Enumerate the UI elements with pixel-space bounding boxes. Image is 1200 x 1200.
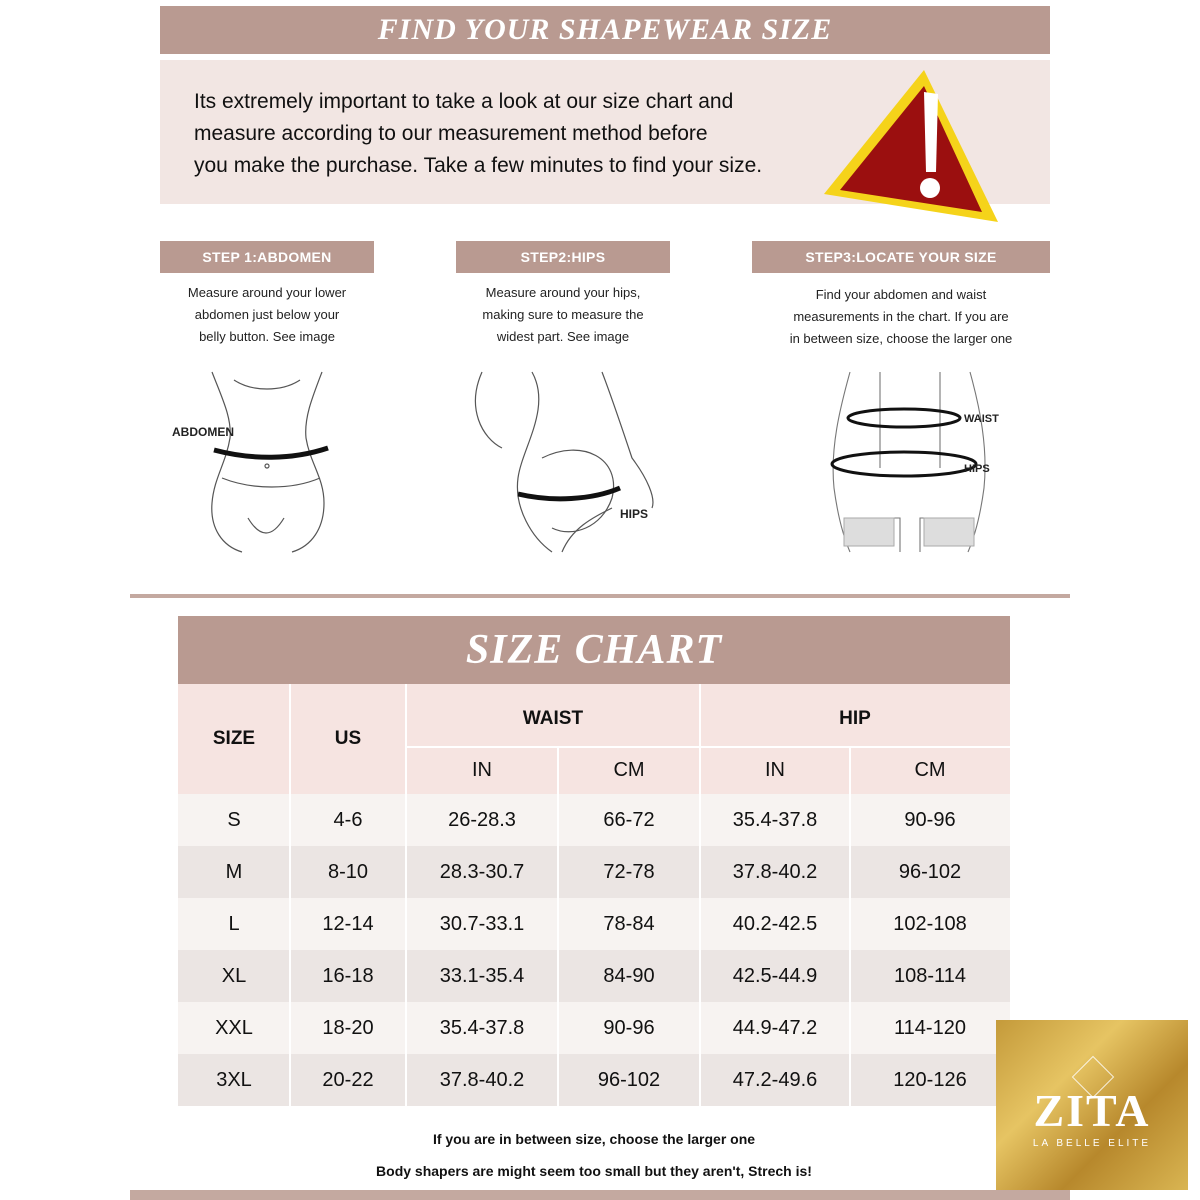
- section-divider: [130, 594, 1070, 598]
- cell-us: 8-10: [327, 860, 369, 883]
- table-row: [178, 898, 1010, 950]
- logo-tagline: LA BELLE ELITE: [1032, 1138, 1152, 1149]
- step-3-header: STEP3:LOCATE YOUR SIZE: [752, 241, 1050, 273]
- cell-waist-in: 28.3-30.7: [439, 860, 525, 883]
- table-row: [178, 846, 1010, 898]
- cell-hip-cm: 96-102: [898, 860, 962, 883]
- step-2-header: STEP2:HIPS: [456, 241, 670, 273]
- cell-hip-cm: 108-114: [894, 964, 966, 987]
- warning-icon: [820, 62, 1010, 224]
- cell-hip-in: 47.2-49.6: [732, 1068, 818, 1091]
- cell-hip-in: 35.4-37.8: [732, 808, 818, 831]
- cell-waist-cm: 78-84: [603, 912, 655, 935]
- header-hip-in: IN: [765, 758, 785, 781]
- cell-waist-cm: 96-102: [597, 1068, 661, 1091]
- cell-size: S: [227, 808, 241, 831]
- cell-waist-in: 30.7-33.1: [439, 912, 525, 935]
- hips-label-2: HIPS: [964, 463, 990, 475]
- step-3-text: Find your abdomen and waist measurements in the chart. If you are in between size, choose the larger one: [789, 287, 1013, 346]
- brand-logo: [996, 1020, 1188, 1190]
- hips-label: HIPS: [620, 507, 649, 521]
- cell-waist-cm: 84-90: [603, 964, 655, 987]
- waist-label: WAIST: [964, 413, 999, 425]
- cell-us: 4-6: [333, 808, 363, 831]
- cell-waist-in: 37.8-40.2: [439, 1068, 525, 1091]
- header-us: US: [334, 728, 362, 749]
- cell-waist-in: 33.1-35.4: [439, 964, 525, 987]
- locate-size-figure: [820, 368, 1000, 554]
- cell-hip-in: 44.9-47.2: [732, 1016, 818, 1039]
- cell-hip-cm: 114-120: [894, 1016, 966, 1039]
- cell-us: 18-20: [322, 1016, 374, 1039]
- cell-waist-in: 26-28.3: [448, 808, 516, 831]
- step-1-text: Measure around your lower abdomen just below your belly button. See image: [187, 285, 347, 344]
- step-1-header: STEP 1:ABDOMEN: [160, 241, 374, 273]
- header-waist-in: IN: [472, 758, 492, 781]
- cell-us: 20-22: [322, 1068, 374, 1091]
- cell-hip-cm: 90-96: [904, 808, 956, 831]
- abdomen-figure: [172, 368, 362, 554]
- logo-brand: ZITA: [1033, 1085, 1151, 1136]
- header-size: SIZE: [212, 728, 256, 749]
- cell-us: 12-14: [322, 912, 374, 935]
- header-hip-cm: CM: [914, 758, 946, 781]
- cell-waist-cm: 66-72: [603, 808, 655, 831]
- cell-hip-in: 37.8-40.2: [732, 860, 818, 883]
- header-waist: WAIST: [522, 708, 584, 729]
- table-row: [178, 794, 1010, 846]
- cell-hip-in: 40.2-42.5: [732, 912, 818, 935]
- cell-size: M: [225, 860, 243, 883]
- size-chart-title: SIZE CHART: [465, 627, 723, 673]
- cell-hip-in: 42.5-44.9: [732, 964, 818, 987]
- cell-size: 3XL: [216, 1068, 252, 1091]
- abdomen-label: ABDOMEN: [172, 425, 234, 439]
- header-hip: HIP: [839, 708, 871, 729]
- step-2-text: Measure around your hips, making sure to measure the widest part. See image: [482, 285, 644, 344]
- cell-size: XXL: [215, 1016, 253, 1039]
- cell-waist-cm: 90-96: [603, 1016, 655, 1039]
- table-row: [178, 1054, 1010, 1106]
- cell-hip-cm: 102-108: [893, 912, 967, 935]
- cell-size: XL: [221, 964, 247, 987]
- bottom-bar: [130, 1190, 1070, 1200]
- page-title-banner: [160, 6, 1050, 54]
- cell-waist-cm: 72-78: [603, 860, 655, 883]
- page-title: FIND YOUR SHAPEWEAR SIZE: [377, 13, 833, 46]
- size-chart-banner: [178, 616, 1010, 684]
- cell-waist-in: 35.4-37.8: [439, 1016, 525, 1039]
- intro-text: Its extremely important to take a look at our size chart and measure according to our measurement method before you make the purchase. Take a few minutes to find your size.: [194, 90, 763, 177]
- note-stretch: Body shapers are might seem too small but they aren't, Strech is!: [376, 1163, 812, 1179]
- header-waist-cm: CM: [613, 758, 645, 781]
- note-between-size: If you are in between size, choose the larger one: [432, 1131, 756, 1147]
- hips-figure: [462, 368, 662, 554]
- cell-us: 16-18: [322, 964, 374, 987]
- notes: [178, 1124, 1010, 1188]
- cell-size: L: [228, 912, 240, 935]
- table-row: [178, 950, 1010, 1002]
- cell-hip-cm: 120-126: [893, 1068, 967, 1091]
- table-row: [178, 1002, 1010, 1054]
